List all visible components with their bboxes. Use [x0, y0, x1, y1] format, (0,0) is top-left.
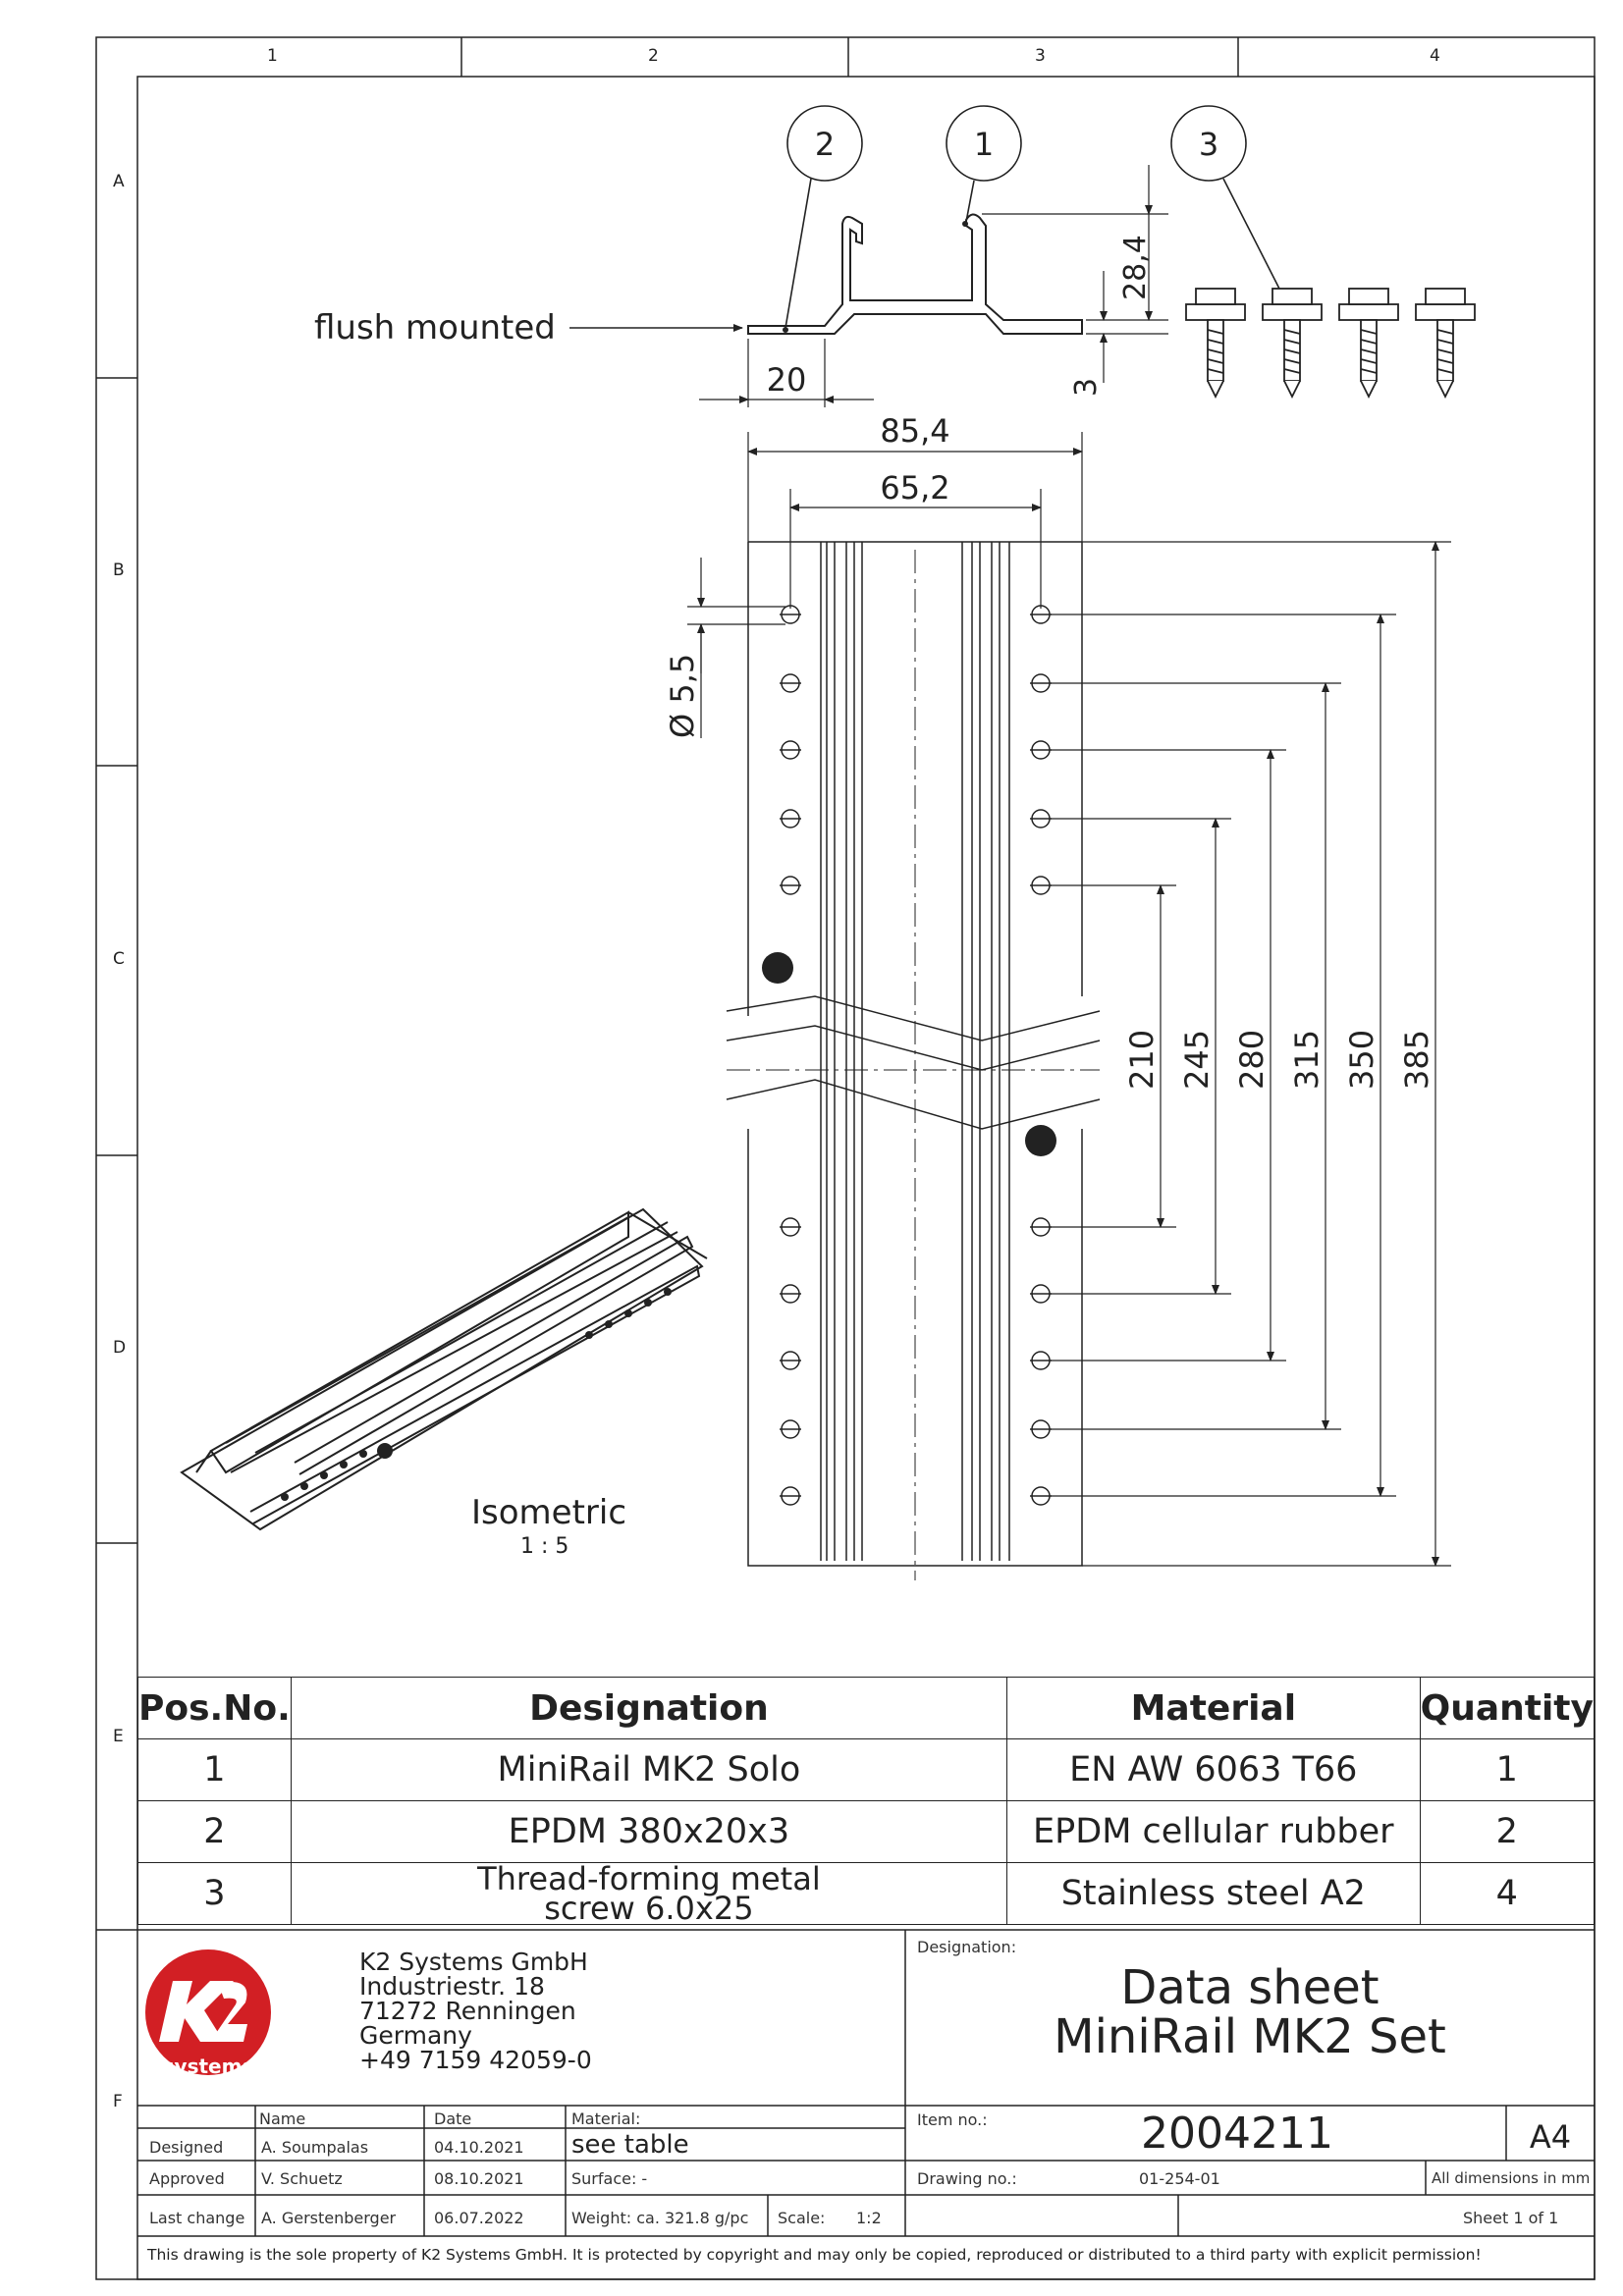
material-value: see table	[571, 2130, 689, 2160]
bom-designation: Thread-forming metal screw 6.0x25	[291, 1863, 1006, 1925]
col-name-header: Name	[259, 2109, 306, 2128]
bom-header-material: Material	[1007, 1678, 1421, 1739]
dim-length-280: 280	[1233, 1029, 1271, 1090]
dim-length-210: 210	[1123, 1029, 1161, 1090]
dim-3: 3	[1069, 377, 1104, 397]
company-name: K2 Systems GmbH	[359, 1948, 588, 1976]
approved-date: 08.10.2021	[434, 2169, 524, 2188]
flush-mounted-label: flush mounted	[314, 308, 556, 347]
drawing-no-label: Drawing no.:	[917, 2169, 1017, 2188]
document-title	[905, 1960, 1595, 2064]
paper-format: A4	[1529, 2118, 1572, 2156]
rail-profile	[748, 214, 1082, 334]
bom-header-quantity: Quantity	[1420, 1678, 1594, 1739]
drawing-no: 01-254-01	[1139, 2169, 1220, 2188]
bom-qty: 2	[1420, 1801, 1594, 1863]
scale-value: 1:2	[856, 2209, 882, 2227]
bom-table	[137, 1677, 1595, 1925]
dim-65-2: 65,2	[880, 469, 950, 507]
document-title-line1: Data sheet	[1120, 1960, 1380, 2015]
material-label: Material:	[571, 2109, 641, 2128]
company-city: 71272 Renningen	[359, 1997, 576, 2025]
designed-date: 04.10.2021	[434, 2138, 524, 2157]
dim-20: 20	[766, 361, 807, 399]
item-no-label: Item no.:	[917, 2110, 988, 2129]
col-date-header: Date	[434, 2109, 472, 2128]
bom-material: EPDM cellular rubber	[1007, 1801, 1421, 1863]
logo-text: systems	[162, 2055, 254, 2078]
table-row	[138, 1801, 1595, 1863]
row-label: C	[113, 949, 125, 969]
balloon-1-label: 1	[973, 126, 995, 163]
last-change-name: A. Gerstenberger	[261, 2209, 397, 2227]
bom-header-designation: Designation	[291, 1678, 1006, 1739]
bom-pos: 1	[138, 1739, 292, 1801]
document-title-line2: MiniRail MK2 Set	[1054, 2009, 1446, 2064]
screws	[1186, 289, 1475, 397]
dim-85-4: 85,4	[880, 412, 950, 450]
row-label: F	[113, 2092, 123, 2111]
balloon-3	[1171, 106, 1280, 291]
dim-length-315: 315	[1288, 1029, 1325, 1090]
last-change-date: 06.07.2022	[434, 2209, 524, 2227]
last-change-role: Last change	[149, 2209, 245, 2227]
weight-label: Weight: ca. 321.8 g/pc	[571, 2209, 749, 2227]
dim-28-4: 28,4	[1118, 235, 1153, 300]
bom-material: Stainless steel A2	[1007, 1863, 1421, 1925]
approved-name: V. Schuetz	[261, 2169, 343, 2188]
table-row	[138, 1863, 1595, 1925]
col-label: 1	[267, 46, 278, 66]
copyright-notice: This drawing is the sole property of K2 Systems GmbH. It is protected by copyright and may only be copied, reproduced or distributed to a third party with explicit permission!	[147, 2246, 1482, 2264]
bom-pos: 3	[138, 1863, 292, 1925]
scale-label: Scale:	[778, 2209, 826, 2227]
row-label: B	[113, 561, 125, 580]
isometric-label: Isometric	[471, 1493, 627, 1532]
bom-header-pos: Pos.No.	[138, 1678, 292, 1739]
company-street: Industriestr. 18	[359, 1972, 545, 2001]
balloon-1	[947, 106, 1021, 222]
isometric-view	[182, 1209, 707, 1529]
col-label: 2	[648, 46, 659, 66]
dimensions-note: All dimensions in mm	[1432, 2169, 1591, 2187]
designation-label: Designation:	[917, 1938, 1017, 1956]
col-label: 4	[1430, 46, 1440, 66]
company-address	[359, 1949, 592, 2072]
item-no: 2004211	[1141, 2109, 1333, 2159]
designed-name: A. Soumpalas	[261, 2138, 369, 2157]
bom-header	[138, 1678, 1595, 1739]
bom-qty: 4	[1420, 1863, 1594, 1925]
bom-designation: MiniRail MK2 Solo	[291, 1739, 1006, 1801]
dim-length-350: 350	[1343, 1029, 1380, 1090]
dim-length-245: 245	[1178, 1029, 1216, 1090]
approved-role: Approved	[149, 2169, 225, 2188]
balloon-3-label: 3	[1198, 126, 1219, 163]
row-label: D	[113, 1338, 127, 1358]
row-label: E	[113, 1727, 124, 1746]
dim-length-385: 385	[1398, 1029, 1435, 1090]
dim-diameter: Ø 5,5	[664, 653, 701, 738]
bom-qty: 1	[1420, 1739, 1594, 1801]
bom-pos: 2	[138, 1801, 292, 1863]
designed-role: Designed	[149, 2138, 224, 2157]
balloon-2-label: 2	[814, 126, 836, 163]
bom-designation: EPDM 380x20x3	[291, 1801, 1006, 1863]
bom-material: EN AW 6063 T66	[1007, 1739, 1421, 1801]
surface-label: Surface: -	[571, 2169, 648, 2188]
company-phone: +49 7159 42059-0	[359, 2046, 592, 2074]
isometric-scale: 1 : 5	[520, 1534, 569, 1559]
row-label: A	[113, 172, 125, 191]
sheet-number: Sheet 1 of 1	[1463, 2209, 1559, 2227]
table-row	[138, 1739, 1595, 1801]
company-country: Germany	[359, 2021, 472, 2050]
col-label: 3	[1035, 46, 1046, 66]
